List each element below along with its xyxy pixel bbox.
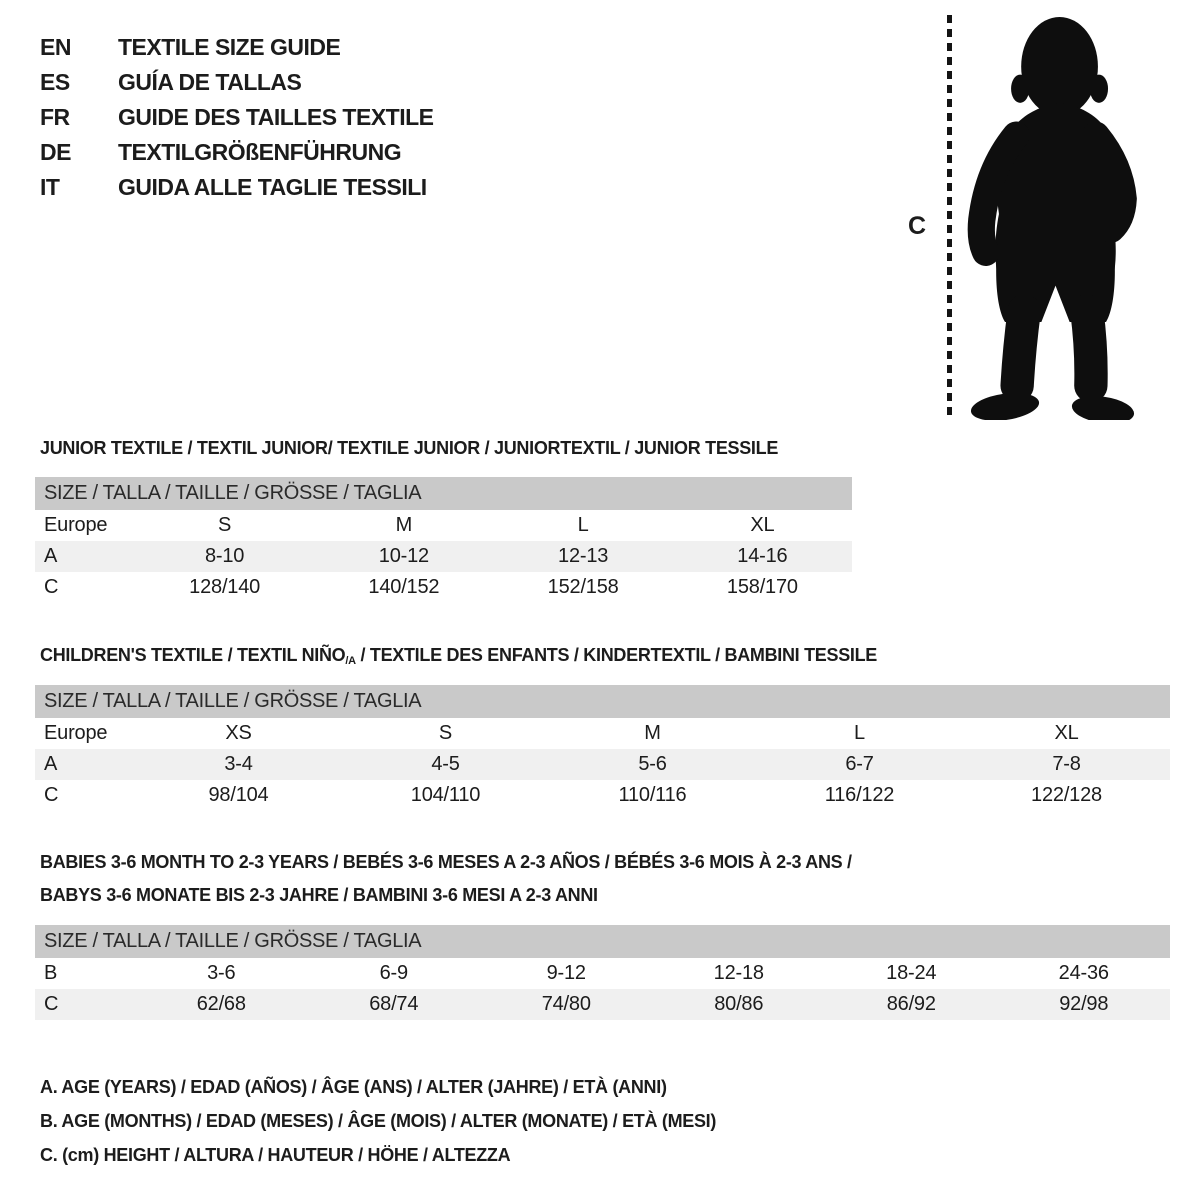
lang-row-en xyxy=(40,30,434,65)
table-header-bar xyxy=(35,925,1170,958)
size-cell: L xyxy=(854,722,865,744)
legend-line-a: A. AGE (YEARS) / EDAD (AÑOS) / ÂGE (ANS) / ALTER (JAHRE) / ETÀ (ANNI) xyxy=(40,1076,667,1097)
age-cell: 6-7 xyxy=(845,753,874,775)
height-cell: 110/116 xyxy=(618,784,687,806)
height-cell: 158/170 xyxy=(726,576,798,598)
table-row-europe xyxy=(35,718,1170,749)
size-cell: XL xyxy=(750,514,775,536)
row-label: C xyxy=(44,784,59,806)
age-cell: 4-5 xyxy=(431,753,460,775)
children-title-rest: / TEXTILE DES ENFANTS / KINDERTEXTIL / BAMBINI TESSILE xyxy=(355,645,877,665)
size-cell: L xyxy=(577,514,589,536)
lang-code: EN xyxy=(40,34,71,60)
babies-size-table xyxy=(35,925,1170,1020)
junior-size-table xyxy=(35,477,852,603)
language-list xyxy=(40,30,434,205)
row-label: A xyxy=(44,753,58,775)
lang-label: TEXTILE SIZE GUIDE xyxy=(118,34,341,60)
children-size-table xyxy=(35,685,1170,811)
junior-section-title: JUNIOR TEXTILE / TEXTIL JUNIOR/ TEXTILE JUNIOR / JUNIORTEXTIL / JUNIOR TESSILE xyxy=(40,438,779,458)
height-cell: 104/110 xyxy=(410,784,481,806)
height-cell: 140/152 xyxy=(368,576,440,598)
lang-label: GUÍA DE TALLAS xyxy=(118,69,302,95)
height-cell: 74/80 xyxy=(541,993,591,1015)
lang-code: ES xyxy=(40,69,70,95)
height-cell: 68/74 xyxy=(369,993,419,1015)
legend xyxy=(40,1070,716,1172)
row-label: Europe xyxy=(44,722,108,744)
height-cell: 128/140 xyxy=(189,576,261,598)
height-measure-label: C xyxy=(908,212,927,240)
row-label: C xyxy=(44,993,59,1015)
size-cell: M xyxy=(644,722,661,744)
lang-label: TEXTILGRÖßENFÜHRUNG xyxy=(118,139,402,165)
row-label: A xyxy=(44,545,58,567)
table-row-height xyxy=(35,989,1170,1020)
babies-title-line1: BABIES 3-6 MONTH TO 2-3 YEARS / BEBÉS 3-6 MESES A 2-3 AÑOS / BÉBÉS 3-6 MOIS À 2-3 ANS / xyxy=(40,852,852,872)
lang-row-it xyxy=(40,170,434,205)
size-cell: M xyxy=(395,514,413,536)
height-cell: 86/92 xyxy=(886,993,936,1015)
age-cell: 10-12 xyxy=(378,545,429,567)
size-cell: XL xyxy=(1054,722,1079,744)
lang-row-fr xyxy=(40,100,434,135)
age-cell: 18-24 xyxy=(886,962,937,984)
table-header-bar xyxy=(35,685,1170,718)
age-cell: 9-12 xyxy=(546,962,586,984)
table-row-age-months xyxy=(35,958,1170,989)
size-cell: XS xyxy=(225,722,252,744)
table-row-age xyxy=(35,749,1170,780)
age-cell: 3-6 xyxy=(207,962,236,984)
height-cell: 98/104 xyxy=(208,784,269,806)
lang-label: GUIDA ALLE TAGLIE TESSILI xyxy=(118,174,427,200)
babies-section-title xyxy=(40,846,852,912)
age-cell: 7-8 xyxy=(1052,753,1081,775)
size-cell: S xyxy=(218,514,232,536)
row-label: B xyxy=(44,962,58,984)
table-header-bar xyxy=(35,477,852,510)
table-row-height xyxy=(35,780,1170,811)
size-header-label: SIZE / TALLA / TAILLE / GRÖSSE / TAGLIA xyxy=(44,690,422,712)
height-cell: 152/158 xyxy=(547,576,619,598)
age-cell: 24-36 xyxy=(1058,962,1109,984)
table-row-europe xyxy=(35,510,852,541)
lang-row-es xyxy=(40,65,434,100)
age-cell: 12-13 xyxy=(558,545,609,567)
lang-code: FR xyxy=(40,104,70,130)
size-header-label: SIZE / TALLA / TAILLE / GRÖSSE / TAGLIA xyxy=(44,482,422,504)
legend-line-c: C. (cm) HEIGHT / ALTURA / HAUTEUR / HÖHE / ALTEZZA xyxy=(40,1144,511,1165)
lang-code: IT xyxy=(40,174,60,200)
height-cell: 62/68 xyxy=(196,993,246,1015)
table-row-age xyxy=(35,541,852,572)
children-title-main: CHILDREN'S TEXTILE / TEXTIL NIÑO xyxy=(40,645,346,665)
table-row-height xyxy=(35,572,852,603)
age-cell: 12-18 xyxy=(713,962,764,984)
age-cell: 8-10 xyxy=(205,545,245,567)
size-header-label: SIZE / TALLA / TAILLE / GRÖSSE / TAGLIA xyxy=(44,930,422,952)
size-cell: S xyxy=(438,722,453,744)
toddler-silhouette-icon xyxy=(962,16,1147,420)
height-cell: 80/86 xyxy=(714,993,764,1015)
age-cell: 6-9 xyxy=(379,962,408,984)
age-cell: 5-6 xyxy=(638,753,667,775)
children-section-title xyxy=(40,645,877,667)
height-cell: 122/128 xyxy=(1031,784,1102,806)
height-cell: 116/122 xyxy=(824,784,895,806)
row-label: Europe xyxy=(44,514,108,536)
height-cell: 92/98 xyxy=(1059,993,1109,1015)
legend-line-b: B. AGE (MONTHS) / EDAD (MESES) / ÂGE (MOIS) / ALTER (MONATE) / ETÀ (MESI) xyxy=(40,1110,717,1131)
babies-title-line2: BABYS 3-6 MONATE BIS 2-3 JAHRE / BAMBINI 3-6 MESI A 2-3 ANNI xyxy=(40,885,598,905)
lang-code: DE xyxy=(40,139,71,165)
children-title-sub: /A xyxy=(345,655,356,667)
lang-label: GUIDE DES TAILLES TEXTILE xyxy=(118,104,434,130)
lang-row-de xyxy=(40,135,434,170)
age-cell: 3-4 xyxy=(224,753,253,775)
height-measure-dashed-line xyxy=(947,15,952,417)
age-cell: 14-16 xyxy=(737,545,788,567)
row-label: C xyxy=(44,576,59,598)
